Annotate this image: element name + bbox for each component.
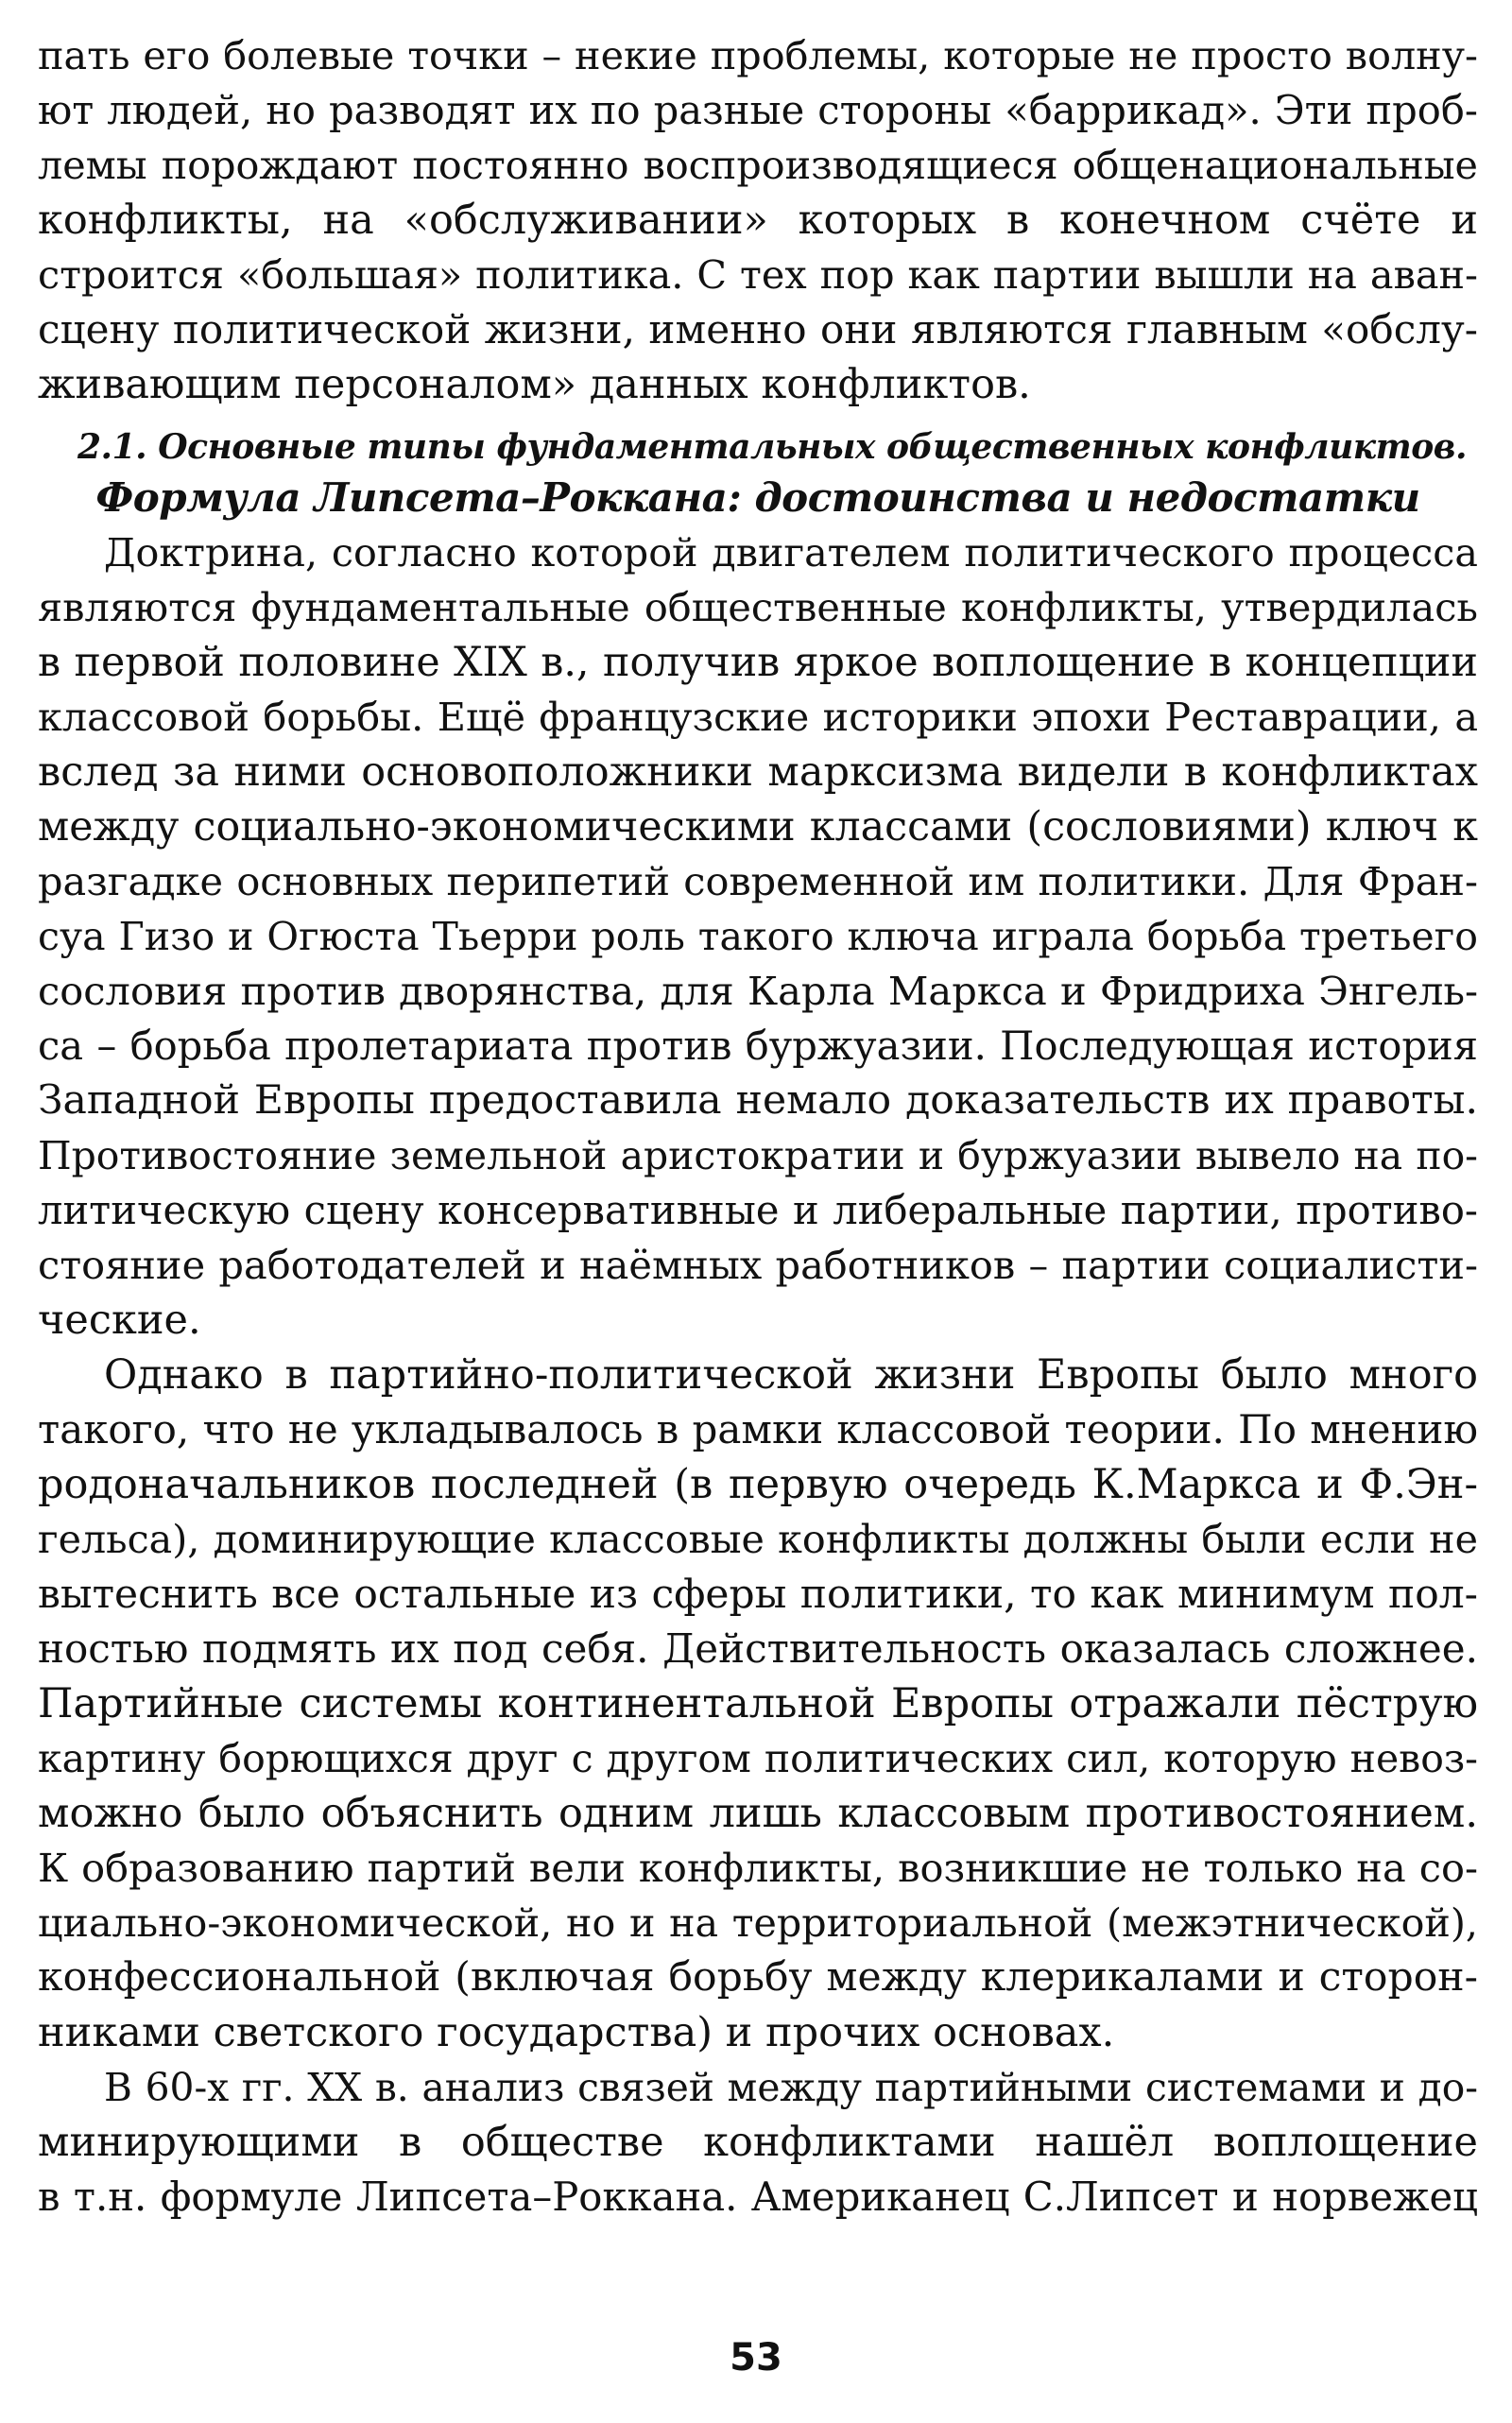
text-line: ческие. <box>38 1297 201 1344</box>
text-line: Партийные системы континентальной Европы отражали пёструю <box>38 1680 1478 1727</box>
text-line: живающим персоналом» данных конфликтов. <box>38 361 1031 408</box>
text-line: Доктрина, согласно которой двигателем политического процесса <box>104 530 1478 576</box>
text-line: конфессиональной (включая борьбу между клерикалами и сторон- <box>38 1954 1478 2001</box>
text-line: са – борьба пролетариата против буржуазии. Последующая история <box>38 1022 1478 1069</box>
paragraph-continuation <box>38 28 1478 412</box>
text-line: вытеснить все остальные из сферы политики, то как минимум пол- <box>38 1571 1478 1617</box>
page-number: 53 <box>730 2336 782 2380</box>
text-line: Однако в партийно-политической жизни Европы было много <box>104 1351 1478 1399</box>
text-line: конфликты, на «обслуживании» которых в конечном счёте и <box>38 197 1478 244</box>
text-line: разгадке основных перипетий современной им политики. Для Фран- <box>38 859 1478 904</box>
section-heading-line-2: Формула Липсета–Роккана: достоинства и недостатки <box>95 474 1420 521</box>
text-line: в т.н. формуле Липсета–Роккана. Американец С.Липсет и норвежец <box>38 2174 1478 2220</box>
text-line: картину борющихся друг с другом политических сил, которую невоз- <box>38 1736 1478 1781</box>
text-line: в первой половине XIX в., получив яркое воплощение в концепции <box>38 639 1478 686</box>
text-line: лемы порождают постоянно воспроизводящиеся общенациональные <box>38 143 1478 188</box>
text-line: Противостояние земельной аристократии и буржуазии вывело на по- <box>38 1133 1478 1178</box>
paragraph-class-theory <box>38 1348 1478 2060</box>
text-line: суа Гизо и Огюста Тьерри роль такого ключа играла борьба третьего <box>38 914 1478 959</box>
text-line: ют людей, но разводят их по разные стороны «баррикад». Эти проб- <box>38 87 1478 133</box>
text-line: строится «большая» политика. С тех пор как партии вышли на аван- <box>38 252 1478 298</box>
paragraph-doctrine <box>38 525 1478 1348</box>
text-line: вслед за ними основоположники марксизма видели в конфликтах <box>38 748 1478 796</box>
text-line: циально-экономической, но и на территориальной (межэтнической), <box>38 1900 1478 1946</box>
text-line: К образованию партий вели конфликты, возникшие не только на со- <box>38 1845 1478 1891</box>
text-line: между социально-экономическими классами (сословиями) ключ к <box>38 803 1478 851</box>
text-line: Западной Европы предоставила немало доказательств их правоты. <box>38 1077 1478 1124</box>
paragraph-lipset-rokkan <box>38 2060 1478 2225</box>
text-line: В 60-х гг. XX в. анализ связей между партийными системами и до- <box>104 2065 1478 2110</box>
text-line: сцену политической жизни, именно они являются главным «обслу- <box>38 306 1478 352</box>
book-page <box>38 28 1478 2363</box>
text-line: ностью подмять их под себя. Действительность оказалась сложнее. <box>38 1625 1478 1672</box>
section-heading <box>38 421 1478 524</box>
text-line: можно было объяснить одним лишь классовым противостоянием. <box>38 1790 1478 1837</box>
text-line: родоначальников последней (в первую очередь К.Маркса и Ф.Эн- <box>38 1461 1478 1508</box>
text-line: такого, что не укладывалось в рамки классовой теории. По мнению <box>38 1406 1478 1452</box>
text-line: литическую сцену консервативные и либеральные партии, противо- <box>38 1187 1478 1233</box>
text-line: никами светского государства) и прочих основах. <box>38 2009 1115 2056</box>
text-line: минирующими в обществе конфликтами нашёл воплощение <box>38 2119 1478 2166</box>
text-line: пать его болевые точки – некие проблемы, которые не просто волну- <box>38 33 1478 78</box>
text-line: сословия против дворянства, для Карла Маркса и Фридриха Энгель- <box>38 968 1478 1014</box>
text-line: гельса), доминирующие классовые конфликты должны были если не <box>38 1517 1478 1562</box>
text-line: стояние работодателей и наёмных работников – партии социалисти- <box>38 1243 1478 1288</box>
text-line: классовой борьбы. Ещё французские историки эпохи Реставрации, а <box>38 695 1478 740</box>
text-line: являются фундаментальные общественные конфликты, утвердилась <box>38 585 1478 630</box>
section-heading-line-1: 2.1. Основные типы фундаментальных общественных конфликтов. <box>77 427 1467 467</box>
